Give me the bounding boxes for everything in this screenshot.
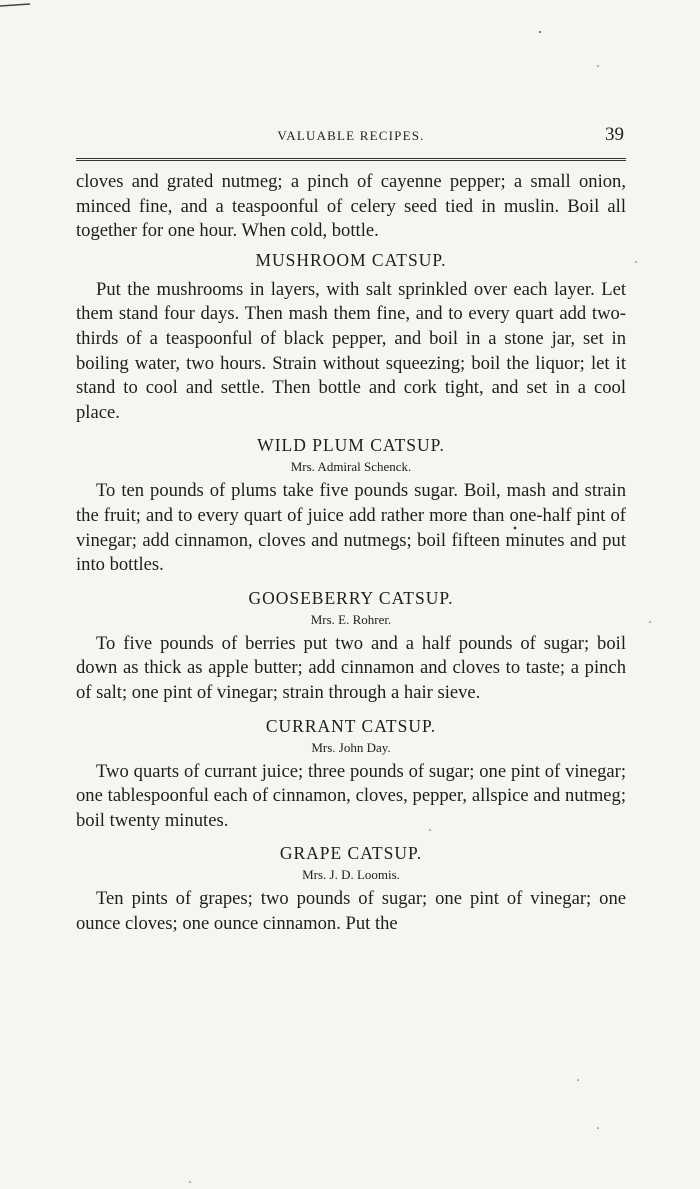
speck — [635, 261, 637, 263]
recipe-author: Mrs. John Day. — [311, 739, 391, 755]
recipe-currant-catsup — [76, 714, 626, 834]
recipe-body: To ten pounds of plums take five pounds sugar. Boil, mash and strain the fruit; and to every quart of juice add rather more than one-half pint of vinegar; add cinnamon, cloves and nutmegs; boil fifteen minutes and put into bottles. — [76, 480, 626, 576]
recipe-title: GOOSEBERRY CATSUP. — [248, 587, 454, 608]
book-page — [76, 124, 626, 936]
recipe-gooseberry-catsup — [76, 586, 626, 706]
speck — [189, 1181, 191, 1183]
recipe-grape-catsup — [76, 841, 626, 936]
recipe-author: Mrs. Admiral Schenck. — [290, 459, 412, 475]
recipe-title: GRAPE CATSUP. — [279, 843, 423, 864]
recipe-author: Mrs. J. D. Loomis. — [302, 867, 400, 883]
speck — [577, 1079, 579, 1081]
speck — [649, 621, 651, 623]
scan-mark — [0, 4, 30, 6]
recipe-mushroom-catsup — [76, 248, 626, 426]
recipe-body: Ten pints of grapes; two pounds of sugar; one pint of vinegar; one ounce cloves; one ounce cinnamon. Put the — [76, 888, 626, 934]
recipe-title: MUSHROOM CATSUP. — [255, 249, 447, 270]
running-title: VALUABLE RECIPES. — [277, 128, 425, 143]
speck — [539, 31, 541, 33]
recipe-body: Put the mushrooms in layers, with salt sprinkled over each layer. Let them stand four days. Then mash them fine, and to every quart add two-thirds of a teaspoonful of black pepper, and boil in a stone jar, set in boiling water, two hours. Strain without squeezing; boil the liquor; let it stand to cool and settle. Then bottle and cork tight, and set in a cool place. — [76, 278, 626, 423]
recipe-title: WILD PLUM CATSUP. — [257, 435, 445, 456]
recipe-author: Mrs. E. Rohrer. — [310, 611, 392, 627]
speck — [597, 1127, 599, 1129]
running-head — [76, 124, 626, 154]
recipe-body: To five pounds of berries put two and a half pounds of sugar; boil down as thick as apple butter; add cinnamon and cloves to taste; a pinch of salt; one pint of vinegar; strain through a hair sieve. — [76, 632, 626, 703]
header-rule — [76, 158, 626, 161]
recipe-body: Two quarts of currant juice; three pounds of sugar; one pint of vinegar; one tablespoonful each of cinnamon, cloves, pepper, allspice and nutmeg; boil twenty minutes. — [76, 760, 626, 831]
recipe-title: CURRANT CATSUP. — [265, 715, 437, 736]
recipe-wild-plum-catsup — [76, 433, 626, 577]
continuation-paragraph: cloves and grated nutmeg; a pinch of cayenne pepper; a small onion, minced fine, and a teaspoonful of celery seed tied in muslin. Boil all together for one hour. When cold, bottle. — [76, 171, 626, 242]
page-number: 39 — [605, 124, 624, 145]
speck — [597, 65, 599, 67]
